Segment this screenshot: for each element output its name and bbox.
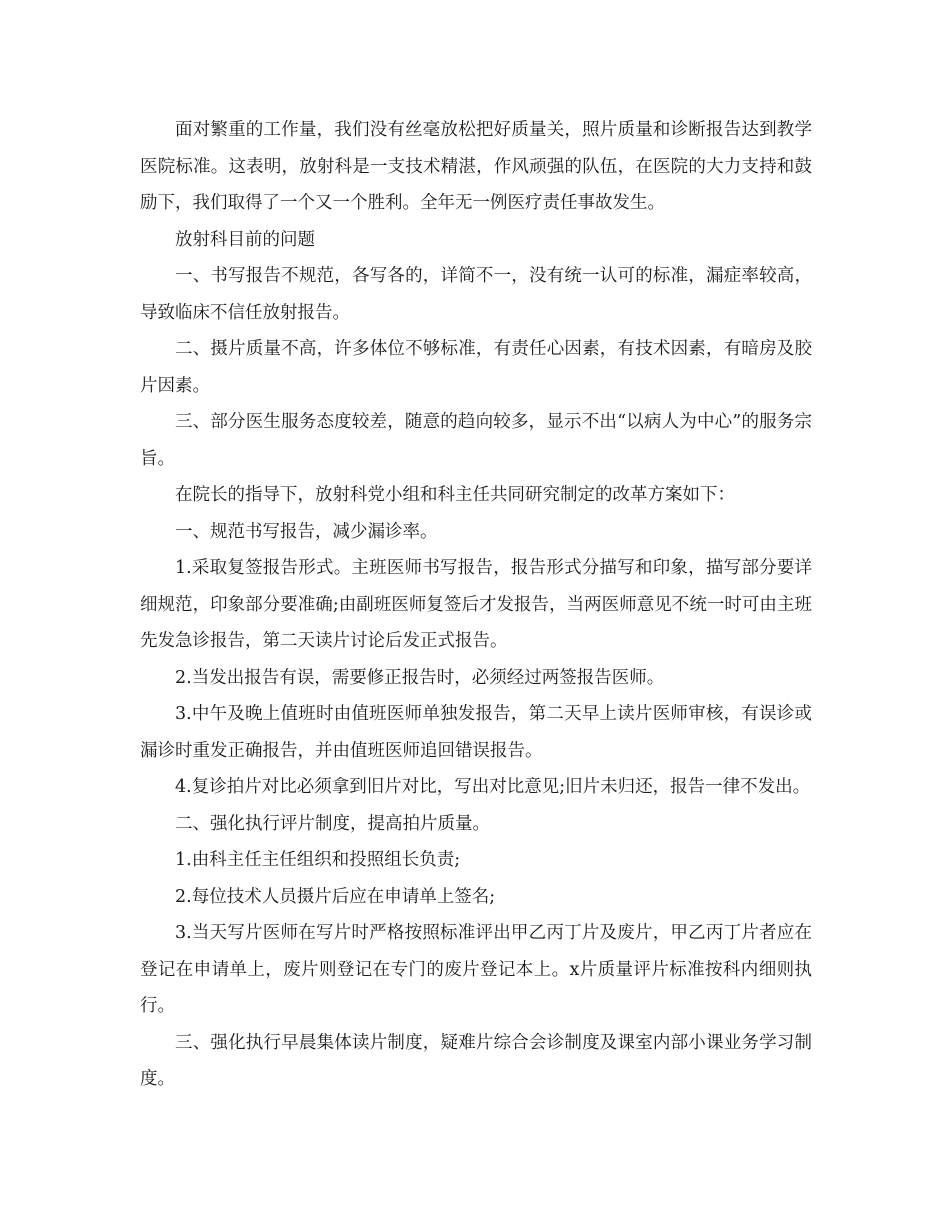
section-heading-problems: 放射科目前的问题 <box>175 229 315 250</box>
reform-2-item-3: 3.当天写片医师在写片时严格按照标准评出甲乙丙丁片及废片，甲乙丙丁片者应在登记在申请单上，废片则登记在专门的废片登记本上。x片质量评片标准按科内细则执行。 <box>140 923 812 1016</box>
reform-1-item-3: 3.中午及晚上值班时由值班医师单独发报告，第二天早上读片医师审核，有误诊或漏诊时重发正确报告，并由值班医师追回错误报告。 <box>140 704 812 761</box>
reform-1-item-4: 4.复诊拍片对比必须拿到旧片对比，写出对比意见;旧片未归还，报告一律不发出。 <box>175 777 811 797</box>
document-body <box>140 112 812 1098</box>
reform-2-item-1: 1.由科主任主任组织和投照组长负责; <box>175 850 461 870</box>
reform-heading-3: 三、强化执行早晨集体读片制度，疑难片综合会诊制度及课室内部小课业务学习制度。 <box>140 1032 812 1089</box>
reform-heading-2: 二、强化执行评片制度，提高拍片质量。 <box>175 813 490 834</box>
problem-item-1: 一、书写报告不规范，各写各的，详简不一，没有统一认可的标准，漏症率较高，导致临床不信任放射报告。 <box>140 266 812 323</box>
reform-1-item-1: 1.采取复签报告形式。主班医师书写报告，报告形式分描写和印象，描写部分要详细规范，印象部分要准确;由副班医师复签后才发报告，当两医师意见不统一时可由主班先发急诊报告，第二天读片讨论后发正式报告。 <box>140 558 812 651</box>
problem-item-3: 三、部分医生服务态度较差，随意的趋向较多，显示不出“以病人为中心”的服务宗旨。 <box>140 412 812 469</box>
reform-plan-intro: 在院长的指导下，放射科党小组和科主任共同研究制定的改革方案如下： <box>175 485 735 505</box>
reform-heading-1: 一、规范书写报告，减少漏诊率。 <box>175 521 438 542</box>
reform-1-item-2: 2.当发出报告有误，需要修正报告时，必须经过两签报告医师。 <box>175 667 665 688</box>
reform-2-item-2: 2.每位技术人员摄片后应在申请单上签名; <box>175 886 496 907</box>
paragraph-workload: 面对繁重的工作量，我们没有丝毫放松把好质量关，照片质量和诊断报告达到教学医院标准。这表明，放射科是一支技术精湛，作风顽强的队伍，在医院的大力支持和鼓励下，我们取得了一个又一个胜利。全年无一例医疗责任事故发生。 <box>140 120 812 213</box>
problem-item-2: 二、摄片质量不高，许多体位不够标准，有责任心因素，有技术因素，有暗房及胶片因素。 <box>140 339 812 396</box>
